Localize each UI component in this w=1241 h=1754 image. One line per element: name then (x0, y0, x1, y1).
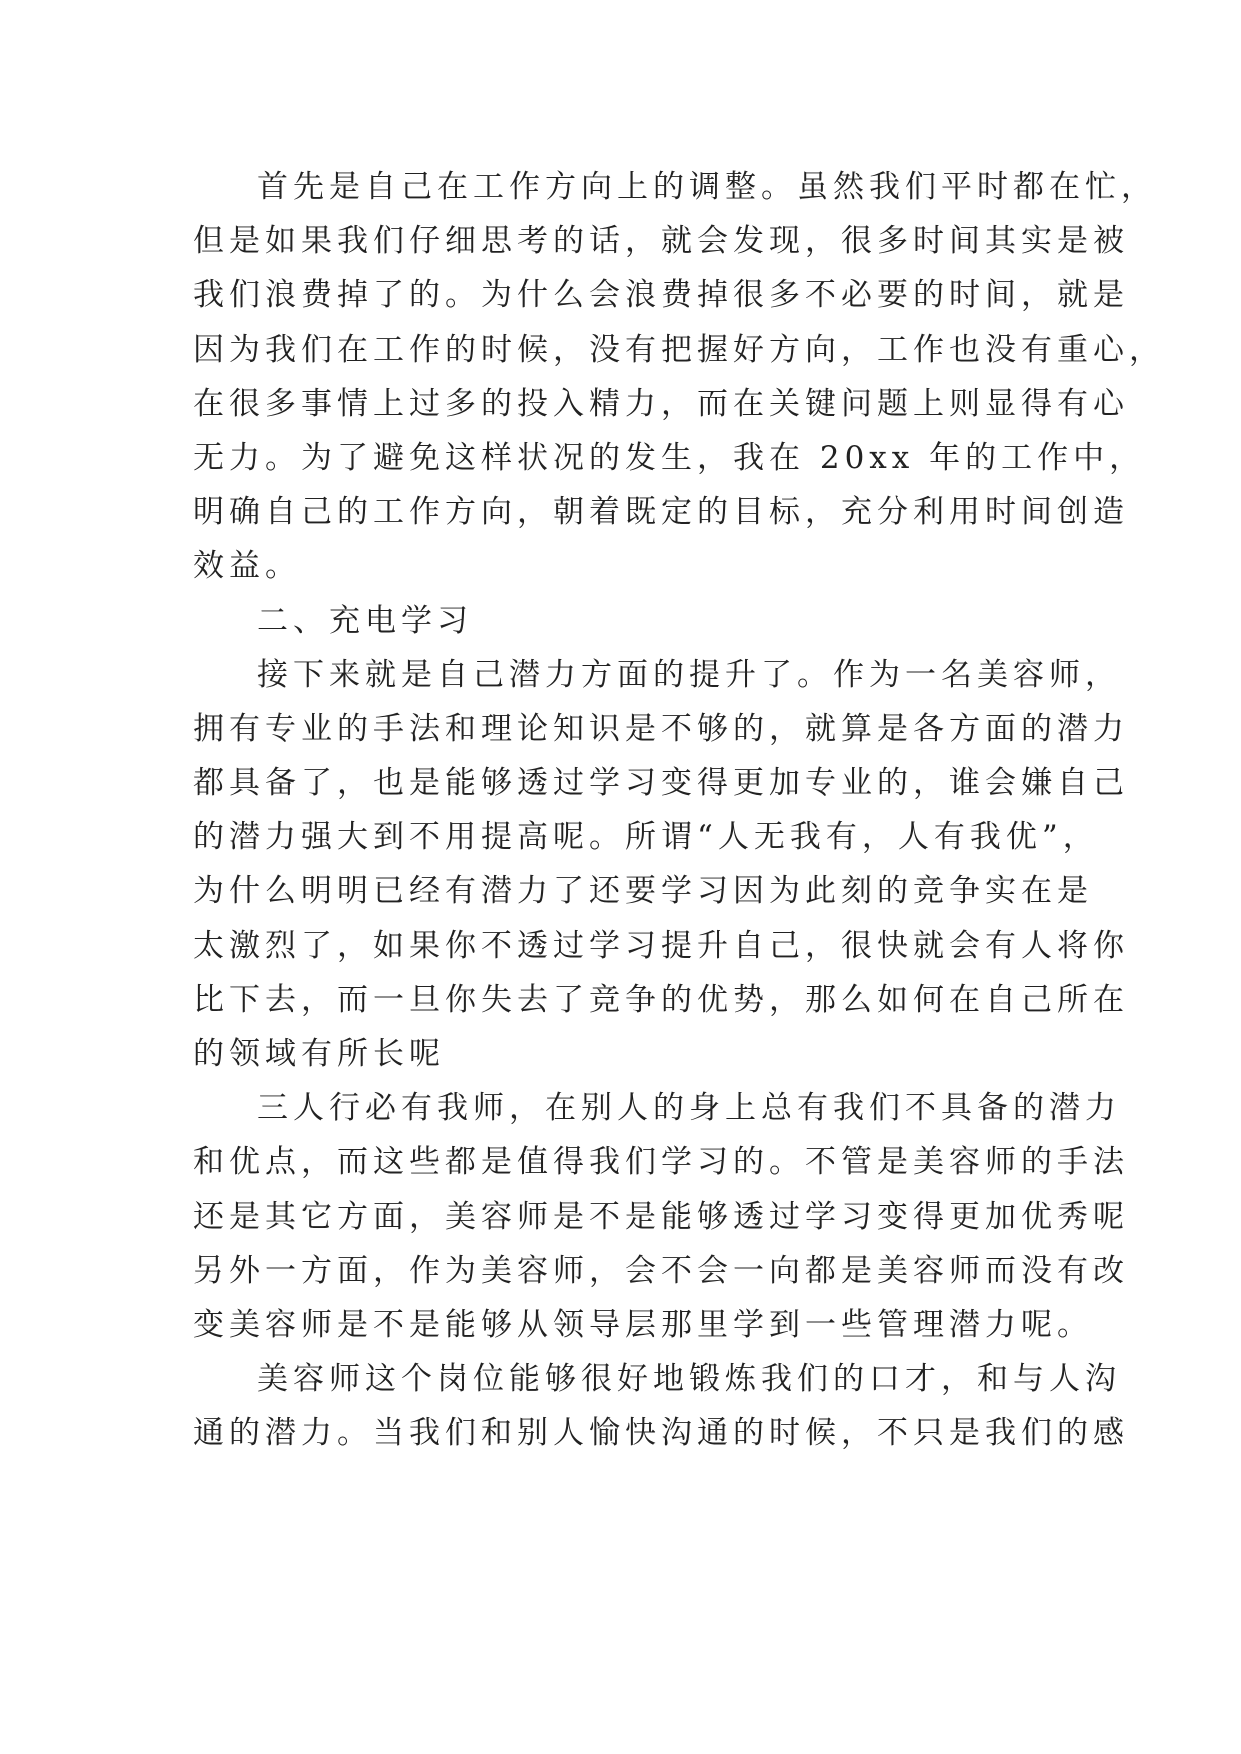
paragraph-line: 效益。 (193, 548, 301, 585)
paragraph-line: 拥有专业的手法和理论知识是不够的，就算是各方面的潜力 (193, 710, 1129, 747)
paragraph-line: 接下来就是自己潜力方面的提升了。作为一名美容师， (257, 656, 1121, 693)
paragraph-line: 都具备了，也是能够透过学习变得更加专业的，谁会嫌自己 (193, 765, 1129, 802)
paragraph-line: 和优点，而这些都是值得我们学习的。不管是美容师的手法 (193, 1144, 1129, 1181)
paragraph-line: 在很多事情上过多的投入精力，而在关键问题上则显得有心 (193, 385, 1129, 422)
paragraph-line: 为什么明明已经有潜力了还要学习因为此刻的竞争实在是 (193, 873, 1093, 910)
paragraph-line: 变美容师是不是能够从领导层那里学到一些管理潜力呢。 (193, 1306, 1093, 1343)
paragraph-line: 首先是自己在工作方向上的调整。虽然我们平时都在忙， (257, 169, 1157, 205)
paragraph-line: 明确自己的工作方向，朝着既定的目标，充分利用时间创造 (193, 494, 1129, 531)
paragraph-line: 但是如果我们仔细思考的话，就会发现，很多时间其实是被 (193, 223, 1129, 260)
paragraph-line: 因为我们在工作的时候，没有把握好方向，工作也没有重心， (193, 331, 1165, 368)
paragraph-line: 比下去，而一旦你失去了竞争的优势，那么如何在自己所在 (193, 981, 1129, 1018)
paragraph-line: 无力。为了避免这样状况的发生，我在 20xx 年的工作中， (193, 439, 1146, 476)
body-text (193, 160, 1165, 1461)
paragraph-line: 太激烈了，如果你不透过学习提升自己，很快就会有人将你 (193, 927, 1129, 964)
paragraph-line: 另外一方面，作为美容师，会不会一向都是美容师而没有改 (193, 1252, 1129, 1289)
paragraph-line: 还是其它方面，美容师是不是能够透过学习变得更加优秀呢 (193, 1198, 1129, 1235)
paragraph-line: 通的潜力。当我们和别人愉快沟通的时候，不只是我们的感 (193, 1415, 1129, 1452)
paragraph-line: 三人行必有我师，在别人的身上总有我们不具备的潜力 (257, 1090, 1121, 1127)
paragraph-line: 的潜力强大到不用提高呢。所谓“人无我有，人有我优”， (193, 819, 1099, 856)
paragraph-line: 的领域有所长呢 (193, 1036, 445, 1072)
paragraph-line: 美容师这个岗位能够很好地锻炼我们的口才，和与人沟 (257, 1361, 1121, 1398)
section-heading: 二、充电学习 (257, 602, 473, 639)
paragraph-line: 我们浪费掉了的。为什么会浪费掉很多不必要的时间，就是 (193, 277, 1129, 314)
